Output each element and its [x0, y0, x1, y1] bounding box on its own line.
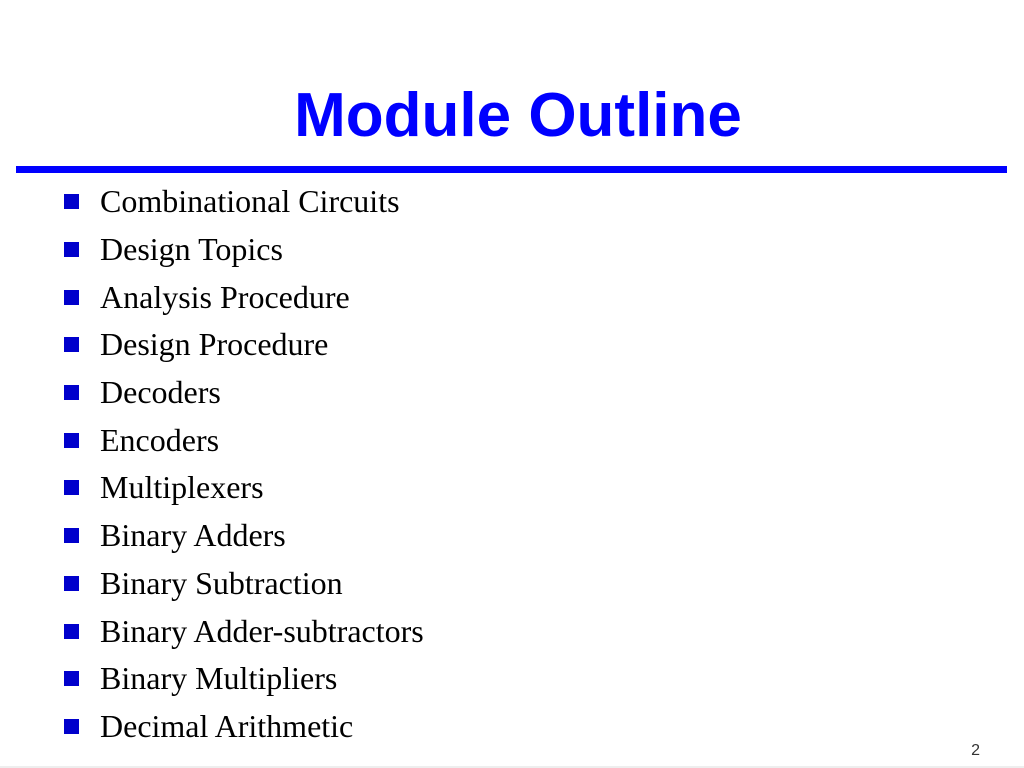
bullet-item-combinational-circuits	[64, 178, 424, 226]
bullet-text: Binary Subtraction	[100, 564, 343, 601]
bullet-item-binary-adder-subtractors	[64, 607, 424, 655]
square-bullet-icon	[64, 719, 79, 734]
bullet-text: Decoders	[100, 374, 221, 411]
bullet-item-decoders	[64, 369, 424, 417]
bullet-item-design-topics	[64, 226, 424, 274]
square-bullet-icon	[64, 671, 79, 686]
square-bullet-icon	[64, 242, 79, 257]
square-bullet-icon	[64, 337, 79, 352]
square-bullet-icon	[64, 624, 79, 639]
slide-title: Module Outline	[294, 81, 742, 150]
square-bullet-icon	[64, 290, 79, 305]
square-bullet-icon	[64, 528, 79, 543]
square-bullet-icon	[64, 433, 79, 448]
page-number: 2	[971, 742, 980, 759]
bullet-text: Encoders	[100, 421, 220, 458]
bullet-text: Analysis Procedure	[100, 278, 350, 315]
bullet-text: Decimal Arithmetic	[100, 707, 354, 744]
bullet-text: Binary Adders	[100, 517, 286, 554]
bullet-item-binary-adders	[64, 512, 424, 560]
bullet-item-multiplexers	[64, 464, 424, 512]
bullet-item-decimal-arithmetic	[64, 703, 424, 751]
square-bullet-icon	[64, 576, 79, 591]
bullet-item-analysis-procedure	[64, 273, 424, 321]
bullet-item-binary-multipliers	[64, 655, 424, 703]
title-underline	[16, 166, 1007, 173]
square-bullet-icon	[64, 480, 79, 495]
bullet-text: Design Procedure	[100, 326, 329, 363]
bullet-item-binary-subtraction	[64, 560, 424, 608]
bullet-item-design-procedure	[64, 321, 424, 369]
bullet-text: Binary Adder-subtractors	[100, 612, 424, 649]
square-bullet-icon	[64, 385, 79, 400]
bullet-text: Design Topics	[100, 231, 283, 268]
square-bullet-icon	[64, 194, 79, 209]
bullet-text: Combinational Circuits	[100, 183, 400, 220]
bullet-text: Binary Multipliers	[100, 660, 338, 697]
bullet-text: Multiplexers	[100, 469, 264, 506]
bullet-list	[64, 178, 424, 750]
bullet-item-encoders	[64, 416, 424, 464]
